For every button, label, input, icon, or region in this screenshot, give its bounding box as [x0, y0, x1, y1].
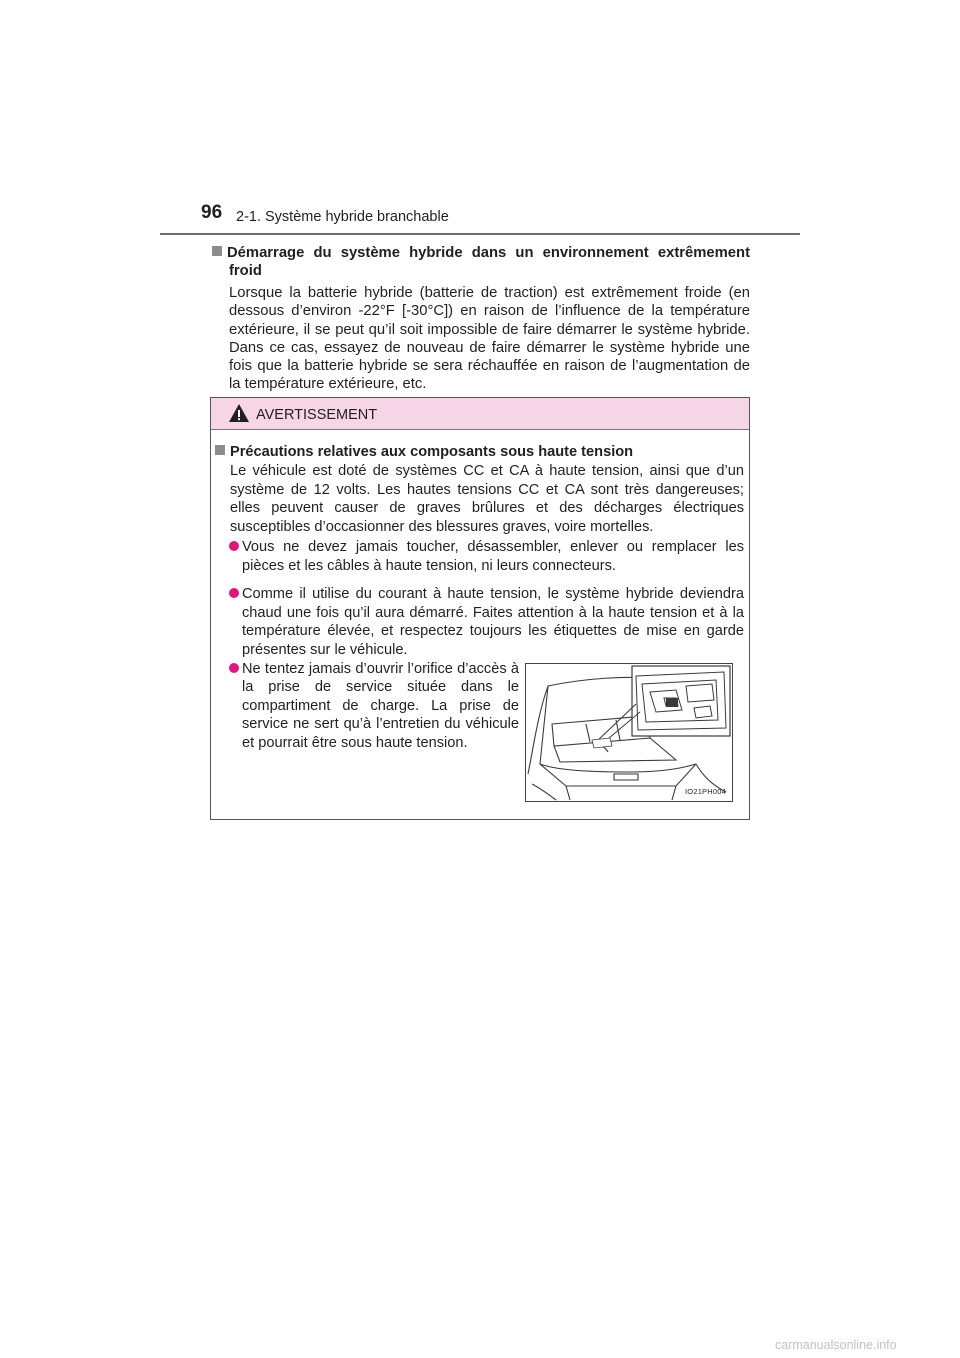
service-plug-illustration — [525, 663, 733, 802]
cargo-area-drawing — [526, 664, 732, 801]
warning-heading-text: Précautions relatives aux composants sous haute tension — [230, 444, 634, 460]
header-divider — [160, 233, 800, 235]
warning-box — [210, 397, 750, 820]
warning-heading — [215, 443, 745, 461]
bullet-dot-icon — [229, 663, 239, 673]
intro-heading — [212, 244, 750, 280]
square-bullet-icon — [215, 445, 225, 455]
bullet-dot-icon — [229, 588, 239, 598]
bullet-text: Ne tentez jamais d’ouvrir l’orifice d’accès à la prise de service située dans le compartiment de charge. La prise de service ne sert qu’à l’entretien du véhicule et pourrait être sous haute tension. — [242, 661, 519, 751]
page-number: 96 — [201, 202, 223, 223]
bullet-dot-icon — [229, 541, 239, 551]
figure-code: IO21PH004 — [685, 787, 726, 796]
warning-bullet — [229, 585, 744, 659]
warning-title: AVERTISSEMENT — [256, 407, 378, 423]
intro-heading-text: Démarrage du système hybride dans un environnement extrêmement froid — [227, 245, 750, 279]
intro-section — [212, 244, 750, 394]
intro-paragraph: Lorsque la batterie hybride (batterie de traction) est extrêmement froide (en dessous d’environ -22°F [-30°C]) en raison de l’influence de la température extérieure, il se peut qu’il soit impossible de faire démarrer le système hybride. Dans ce cas, essayez de nouveau de faire démarrer le système hybride une fois que la batterie hybride se sera réchauffée en raison de l’augmentation de la température extérieure, etc. — [229, 285, 750, 393]
warning-bullet — [229, 538, 744, 575]
watermark: carmanualsonline.info — [775, 1338, 897, 1352]
warning-bullet — [229, 660, 519, 752]
warning-paragraph: Le véhicule est doté de systèmes CC et CA à haute tension, ainsi que d’un système de 12 volts. Les hautes tensions CC et CA sont très dangereuses; elles peuvent causer de graves brûlures et des décharges électriques susceptibles d’occasionner des blessures graves, voire mortelles. — [230, 463, 744, 535]
square-bullet-icon — [212, 246, 222, 256]
warning-header — [211, 398, 749, 430]
section-title: 2-1. Système hybride branchable — [236, 209, 449, 225]
warning-triangle-icon — [228, 403, 250, 428]
bullet-text: Vous ne devez jamais toucher, désassembler, enlever ou remplacer les pièces et les câbles à haute tension, ni leurs connecteurs. — [242, 539, 744, 574]
bullet-text: Comme il utilise du courant à haute tension, le système hybride deviendra chaud une fois qu’il aura démarré. Faites attention à la haute tension et à la température élevée, et respectez toujours les étiquettes de mise en garde présentes sur le véhicule. — [242, 586, 744, 658]
